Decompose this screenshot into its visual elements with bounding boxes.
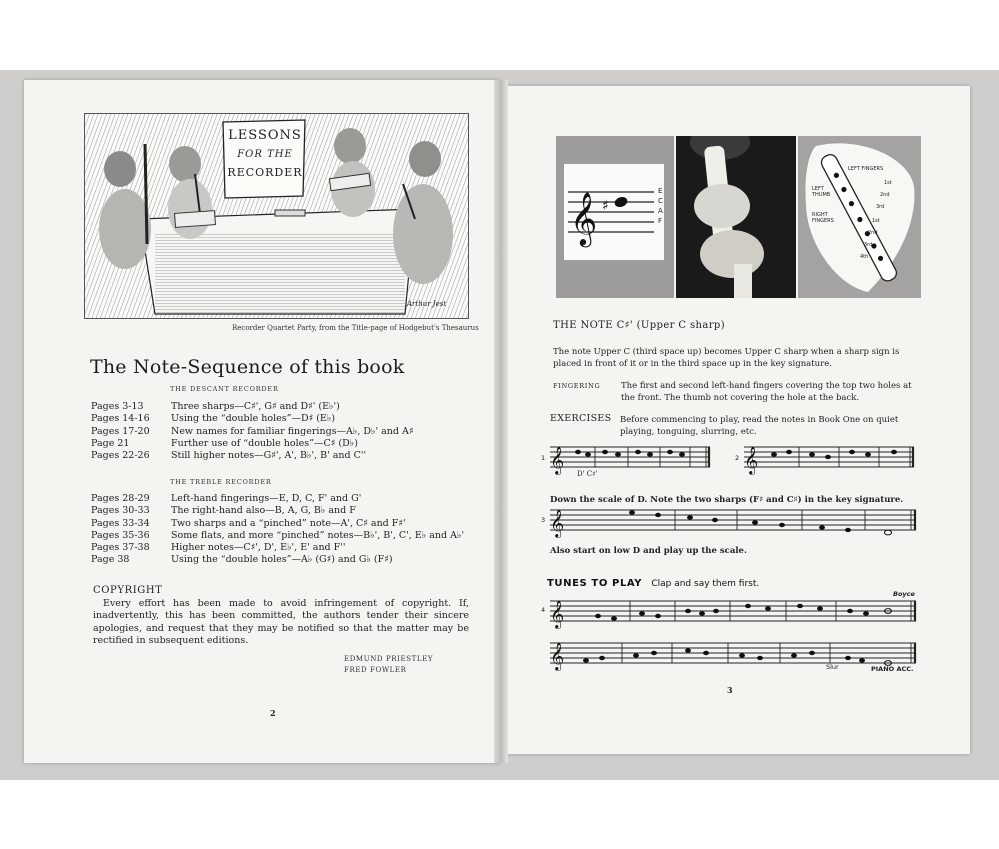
- sequence-pages: Pages 33-34: [91, 517, 150, 529]
- copyright-text: Every effort has been made to avoid infringement of copyright. If, inadvertently, this has been committed, the authors tender their sincere apologies, and request that they may be notified so that the matter may be rectified in subsequent editions.: [93, 598, 469, 646]
- svg-text:𝄞: 𝄞: [550, 446, 565, 474]
- svg-text:𝄞: 𝄞: [550, 642, 565, 670]
- sequence-pages: Pages 14-16: [91, 413, 150, 425]
- staff-diagram-panel: [556, 136, 674, 298]
- exercise-1-number: 1: [541, 454, 546, 462]
- exercise-1-staff: [550, 444, 720, 474]
- diagram-note-a: A: [658, 207, 663, 215]
- label-right-4: 4th: [860, 254, 869, 260]
- exercise-1-note-names: D' C♯': [577, 470, 598, 478]
- tunes-instruction: Clap and say them first.: [651, 579, 760, 589]
- sequence-row: [91, 530, 464, 542]
- piano-accompaniment-label: PIANO ACC.: [871, 665, 914, 673]
- label-right-1: 1st: [872, 218, 880, 224]
- diagram-note-e: E: [658, 187, 663, 195]
- treble-list: [91, 493, 464, 567]
- sequence-pages: Pages 30-33: [91, 505, 150, 517]
- sequence-text: Using the “double holes”—D♯ (E♭): [171, 413, 336, 425]
- sequence-row: [91, 493, 464, 505]
- svg-text:𝄞: 𝄞: [550, 509, 565, 537]
- fingering-diagram-panel: [798, 136, 921, 298]
- exercise-2-number: 2: [735, 454, 740, 462]
- sequence-text: The right-hand also—B, A, G, B♭ and F: [171, 505, 356, 517]
- tune-staff-1: [550, 598, 920, 632]
- sequence-row: [91, 401, 413, 413]
- staff-diagram-card: [564, 164, 664, 260]
- exercise-2-staff: [744, 444, 919, 474]
- sequence-text: Left-hand fingerings—E, D, C, F' and G': [171, 493, 362, 504]
- sequence-pages: Pages 28-29: [91, 493, 150, 504]
- tune-staff-2: [550, 640, 920, 674]
- sequence-pages: Page 21: [91, 437, 130, 449]
- fingering-description: The first and second left-hand fingers covering the top two holes at the front. The thumb not covering the hole at the back.: [621, 381, 912, 403]
- svg-text:𝄞: 𝄞: [550, 600, 565, 628]
- label-right-2: 2nd: [868, 230, 878, 236]
- copyright-heading: COPYRIGHT: [93, 585, 163, 596]
- exercises-label: EXERCISES: [550, 413, 612, 424]
- diagram-note-c: C: [658, 197, 663, 205]
- sequence-pages: Page 38: [91, 554, 130, 566]
- treble-heading: THE TREBLE RECORDER: [170, 478, 272, 486]
- note-heading: THE NOTE C♯' (Upper C sharp): [553, 320, 726, 331]
- sequence-text: New names for familiar fingerings—A♭, D♭' and A♯: [171, 425, 414, 437]
- left-page-number: 2: [270, 708, 276, 718]
- diagram-note-f: F: [658, 217, 663, 225]
- descant-heading: THE DESCANT RECORDER: [170, 385, 279, 393]
- composer-name: Boyce: [893, 590, 915, 598]
- illustration-strip: [556, 136, 921, 298]
- tunes-heading-line: [547, 578, 759, 589]
- exercises-description: Before commencing to play, read the notes in Book One on quiet playing, tonguing, slurring, etc.: [620, 415, 899, 437]
- exercise-4-number: 4: [541, 606, 546, 614]
- sequence-text: Higher notes—C♯', D', E♭', E' and F'': [171, 542, 346, 554]
- sequence-row: [91, 505, 464, 517]
- sequence-pages: Pages 22-26: [91, 450, 150, 462]
- engraving-illustration: [84, 113, 469, 319]
- label-left-thumb: LEFT THUMB: [812, 186, 831, 198]
- banner-line-2: FOR THE: [237, 149, 293, 160]
- label-right-fingers: RIGHT FINGERS: [812, 212, 834, 224]
- fingering-label: FINGERING: [553, 382, 601, 390]
- staff-diagram: [564, 164, 664, 260]
- label-left-fingers: LEFT FINGERS: [848, 166, 884, 172]
- sequence-text: Using the “double holes”—A♭ (G♯) and G♭ (F♯): [171, 554, 393, 566]
- tunes-heading: TUNES TO PLAY: [547, 578, 643, 589]
- sequence-row: [91, 554, 464, 566]
- banner-line-1: LESSONS: [228, 128, 302, 143]
- sequence-row: [91, 413, 413, 425]
- label-finger-1: 1st: [884, 180, 892, 186]
- engraver-signature: Arthur Jest: [407, 300, 447, 308]
- sequence-pages: Pages 17-20: [91, 425, 150, 437]
- label-finger-3: 3rd: [876, 204, 885, 210]
- sequence-pages: Pages 35-36: [91, 529, 150, 541]
- recorder-photo-drawing: [676, 136, 796, 298]
- sequence-text: Some flats, and more “pinched” notes—B♭', B', C', E♭ and A♭': [171, 529, 465, 541]
- sequence-row: [91, 426, 413, 438]
- scale-instruction: Down the scale of D. Note the two sharps (F♯ and C♯) in the key signature.: [550, 495, 904, 505]
- sequence-text: Further use of “double holes”—C♯ (D♭): [171, 437, 358, 449]
- sequence-pages: Pages 3-13: [91, 401, 144, 412]
- sequence-row: [91, 518, 464, 530]
- right-page-number: 3: [727, 685, 733, 695]
- sequence-text: Three sharps—C♯', G♯ and D♯' (E♭'): [171, 401, 340, 412]
- book-spine: [494, 80, 508, 763]
- svg-text:♯: ♯: [602, 198, 609, 214]
- slur-label: Slur: [826, 663, 839, 671]
- sequence-row: [91, 438, 413, 450]
- scale-up-instruction: Also start on low D and play up the scale.: [550, 546, 747, 556]
- label-finger-2: 2nd: [880, 192, 890, 198]
- engraving-caption: Recorder Quartet Party, from the Title-page of Hodgebut's Thesaurus: [232, 324, 479, 332]
- svg-text:𝄞: 𝄞: [744, 446, 759, 474]
- banner-line-3: RECORDER: [227, 166, 303, 179]
- sequence-text: Two sharps and a “pinched” note—A', C♯ and F♯': [171, 517, 406, 529]
- sequence-row: [91, 542, 464, 554]
- exercise-3-staff: [550, 507, 920, 541]
- sequence-text: Still higher notes—G♯', A', B♭', B' and C'': [171, 450, 367, 462]
- page-title: The Note-Sequence of this book: [90, 356, 405, 378]
- sequence-row: [91, 450, 413, 462]
- author-name-2: FRED FOWLER: [344, 666, 407, 674]
- exercise-3-number: 3: [541, 516, 546, 524]
- author-name-1: EDMUND PRIESTLEY: [344, 655, 434, 663]
- label-right-3: 3rd: [864, 242, 873, 248]
- descant-list: [91, 401, 413, 462]
- recorder-photo: [676, 136, 796, 298]
- note-description: The note Upper C (third space up) becomes Upper C sharp when a sharp sign is placed in front of it or in the third space up in the key signature.: [553, 347, 900, 369]
- svg-text:𝄞: 𝄞: [570, 191, 598, 245]
- sequence-pages: Pages 37-38: [91, 542, 150, 554]
